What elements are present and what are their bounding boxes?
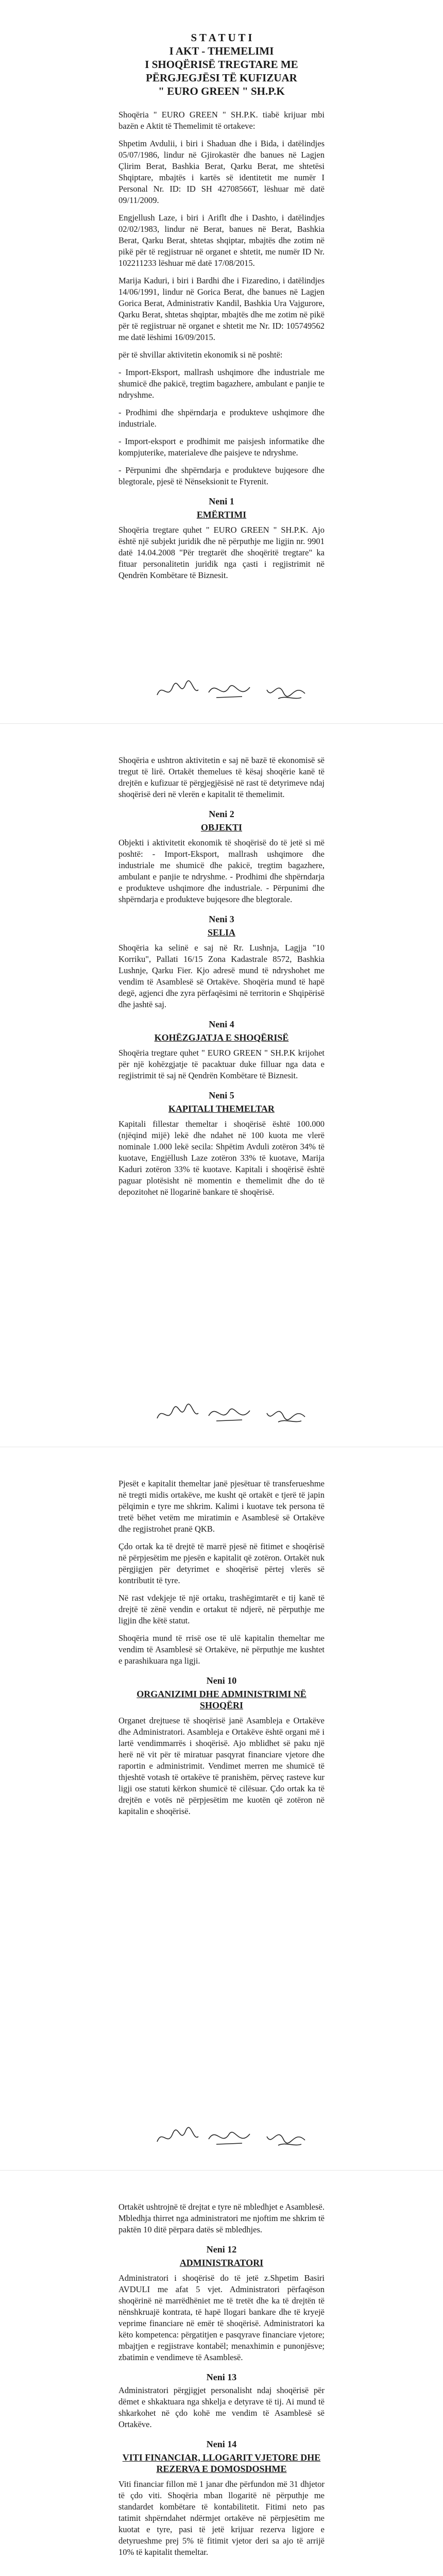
signature-row xyxy=(118,1395,325,1426)
article-body: Organet drejtuese të shoqërisë janë Asambleja e Ortakëve dhe Administratori. Asambleja e Ortakëve është organi më i lartë vendimmarrës i shoqërisë. Ajo mblidhet së paku një herë në vit për të miratuar pasqyrat financiare vjetore dhe raportin e administrimit. Vendimet merren me shumicë të thjeshtë votash të ortakëve të pranishëm, përveç rasteve kur ligji ose statuti kërkon shumicë të cilësuar. Çdo ortak ka të drejtën e votës në përpjesëtim me kuotën që zotëron në kapitalin e shoqërisë. xyxy=(118,1716,325,1816)
article-body: Kapitali fillestar themeltar i shoqërisë është 100.000 (njëqind mijë) lekë dhe ndahet në 100 kuota me vlerë nominale 1.000 lekë secila: Shpëtim Avduli zotëron 34% të kuotave, Engjëllush Laze zotëron 33% të kuotave, Marija Kaduri zotëron 33% të kuotave. Kapitali i shoqërisë është paguar plotësisht në momentin e themelimit dhe do të depozitohet në llogarinë bankare të shoqërisë. xyxy=(118,1119,325,1197)
article-body: Shoqëria ka selinë e saj në Rr. Lushnja, Lagjja "10 Korriku", Pallati 16/15 Zona Kadastrale 8572, Bashkia Lushnje, Qarku Fier. Kjo adresë mund të ndryshohet me vendim të Asamblesë së Ortakëve. Shoqëria mund të hapë degë, agjenci dhe zyra përfaqësimi në territorin e Shqipërisë dhe jashtë saj. xyxy=(118,943,325,1009)
activity-item: - Prodhimi dhe shpërndarja e produkteve ushqimore dhe industriale. xyxy=(118,408,325,429)
statute-page-2 xyxy=(0,723,443,1447)
statute-heading-4: " EURO GREEN " SH.P.K xyxy=(158,85,285,97)
statute-page-1 xyxy=(0,0,443,723)
article-title: VITI FINANCIAR, LLOGARIT VJETORE DHE REZERVA E DOMOSDOSHME xyxy=(122,2452,321,2474)
article-body: Shoqëria tregtare quhet " EURO GREEN " SH.P.K. Ajo është një subjekt juridik dhe në përputhje me ligjin nr. 9901 datë 14.04.2008 "Për tregtarët dhe shoqëritë tregtare" ka fituar personalitetin juridik nga çasti i regjistrimit në Qendrën Kombëtare të Biznesit. xyxy=(118,525,325,580)
article-body: Administratori i shoqërisë do të jetë z.Shpetim Basiri AVDULI me afat 5 vjet. Administratori përfaqëson shoqërinë në marrëdhëniet me të tretët dhe ka të drejtën të nënshkruajë kontrata, të hapë llogari bankare dhe të kryejë veprime financiare në emër të shoqërisë. Administratori ka këto kompetenca: përgatitjen e pasqyrave financiare vjetore; mbajtjen e regjistrave kontabël; menaxhimin e punonjësve; zbatimin e vendimeve të Asamblesë. xyxy=(118,2273,325,2362)
statute-page-3 xyxy=(0,1447,443,2170)
article-number: Neni 5 xyxy=(209,1090,234,1100)
signature-row xyxy=(118,2119,325,2149)
activity-item: - Import-eksport e prodhimit me paisjesh informatike dhe kompjuterike, materialeve dhe paisjeve te ndryshme. xyxy=(118,436,325,457)
signature-scribble xyxy=(206,2124,252,2149)
article-title: ORGANIZIMI DHE ADMINISTRIMI NË SHOQËRI xyxy=(137,1689,306,1710)
signature-scribble xyxy=(155,2124,201,2149)
article-number: Neni 10 xyxy=(206,1675,237,1686)
activity-item: - Përpunimi dhe shpërndarja e produkteve bujqesore dhe blegtorale, pjesë të Nënseksionit te Ftyrenit. xyxy=(118,465,325,486)
body-paragraph: Çdo ortak ka të drejtë të marrë pjesë në fitimet e shoqërisë në përpjesëtim me pjesën e kapitalit që zotëron. Ortakët nuk përgjigjen për detyrimet e shoqërisë përtej vlerës së kontributit të tyre. xyxy=(118,1541,325,1585)
article-number: Neni 4 xyxy=(209,1019,234,1029)
article-number: Neni 3 xyxy=(209,914,234,924)
article-body: Viti financiar fillon më 1 janar dhe përfundon më 31 dhjetor të çdo viti. Shoqëria mban llogaritë në përputhje me standardet kombëtare të kontabilitetit. Fitimi neto pas tatimit shpërndahet ndërmjet ortakëve në përpjesëtim me kuotat e tyre, pasi të jetë krijuar rezerva ligjore e detyrueshme prej 5% të fitimit vjetor deri sa ajo të arrijë 10% të kapitalit themeltar. xyxy=(118,2479,325,2557)
intro-paragraph: Shoqëria " EURO GREEN " SH.P.K. tiabë krijuar mbi bazën e Aktit të Themelimit të ortakeve: xyxy=(118,110,325,131)
article-title: KAPITALI THEMELTAR xyxy=(168,1104,275,1114)
article-number: Neni 14 xyxy=(206,2439,237,2449)
article-title: EMËRTIMI xyxy=(196,510,247,520)
article-number: Neni 12 xyxy=(206,2244,237,2255)
article-title: KOHËZGJATJA E SHOQËRISË xyxy=(154,1032,289,1043)
signature-row xyxy=(118,672,325,703)
article-number: Neni 1 xyxy=(209,496,234,506)
signature-scribble xyxy=(206,1400,252,1426)
founder-paragraph: Engjellush Laze, i biri i Ariflt dhe i Dashto, i datëlindjes 02/02/1983, lindur në Berat, banues në Berat, Bashkia Berat, Qarku Berat, shtetas shqiptar, mbajtës dhe zotim në pikë për të regjistruar në organet e shtetit, me numër ID Nr. 102211233 lëshuar më datë 17/08/2015. xyxy=(118,213,325,268)
body-paragraph: Shoqëria mund të rrisë ose të ulë kapitalin themeltar me vendim të Asamblesë së Ortakëve, në përputhje me kushtet e parashikuara nga ligji. xyxy=(118,1633,325,1666)
page-top-paragraph: Pjesët e kapitalit themeltar janë pjesëtuar të transferueshme në tregti midis ortakëve, me kusht që ortakët e tjerë të japin pëlqimin e tyre me shkrim. Kalimi i kuotave tek persona të tretë bëhet vetëm me miratimin e Asamblesë së Ortakëve dhe regjistrohet pranë QKB. xyxy=(118,1479,325,1534)
article-body: Shoqëria tregtare quhet " EURO GREEN " SH.P.K krijohet për një kohëzgjatje të pacaktuar duke filluar nga data e regjistrimit të saj në Qendrën Kombëtare të Biznesit. xyxy=(118,1048,325,1080)
activity-paragraph: për të shvillar aktivitetin ekonomik si në poshtë: xyxy=(118,350,283,360)
statute-heading-3: I SHOQËRISË TREGTARE ME PËRGJEGJËSI TË KUFIZUAR xyxy=(145,58,298,84)
signature-scribble xyxy=(263,677,309,703)
article-number: Neni 13 xyxy=(206,2372,237,2382)
statute-page-4 xyxy=(0,2170,443,2576)
article-number: Neni 2 xyxy=(209,809,234,819)
statute-heading-1: S T A T U T I xyxy=(191,31,252,44)
activity-item: - Import-Eksport, mallrash ushqimore dhe industriale me shumicë dhe pakicë, tregtim bagazhere, ambulant e panjie te ndryshme. xyxy=(118,367,325,400)
founder-paragraph: Marija Kaduri, i biri i Bardhi dhe i Fizaredino, i datëlindjes 14/06/1991, lindur në Gorica Berat, dhe banues në Lagjen Gorica Berat, Administrativ Kandil, Bashkia Ura Vajgurore, Qarku Berat, shtetas shqiptar, mbajtës dhe me zotim në pikë për të regjistruar në organet e shtetit me Nr. ID: 105749562 me datë lëshimi 16/09/2015. xyxy=(118,276,325,342)
page-top-paragraph: Shoqëria e ushtron aktivitetin e saj në bazë të ekonomisë së tregut të lirë. Ortakët themelues të kësaj shoqërie kanë të drejtën e kufizuar të përgjegjësisë në rast të detyrimeve ndaj shoqërisë deri në vlerën e kapitalit të themelimit. xyxy=(118,755,325,799)
article-title: OBJEKTI xyxy=(200,822,243,833)
article-body: Administratori përgjigjet personalisht ndaj shoqërisë për dëmet e shkaktuara nga shkelja e detyrave të tij. Ai mund të shkarkohet në çdo kohë me vendim të Asamblesë së Ortakëve. xyxy=(118,2385,325,2429)
article-body: Objekti i aktivitetit ekonomik të shoqërisë do të jetë si më poshtë: - Import-Eksport, mallrash ushqimore dhe industriale me shumicë dhe pakicë, tregtim bagazhere, ambulant e panjie te ndryshme. - Prodhimi dhe shpërndarja e produkteve ushqimore dhe industriale. - Përpunimi dhe shpërndarja e produkteve bujqesore dhe blegtorale. xyxy=(118,838,325,904)
article-title: SELIA xyxy=(207,927,236,938)
signature-scribble xyxy=(263,2124,309,2149)
signature-scribble xyxy=(155,1400,201,1426)
signature-scribble xyxy=(155,677,201,703)
founder-paragraph: Shpetim Avdulii, i biri i Shaduan dhe i Bida, i datëlindjes 05/07/1986, lindur në Gjirokastër dhe banues në Lagjen Çlirim Berat, Bashkia Berat, Qarku Berat, me shtetësi Shqiptare, mbajtës i kartës së identitetit me numër I Personal Nr. ID: ID SH 42708566T, lëshuar më datë 09/11/2009. xyxy=(118,139,325,205)
body-paragraph: Në rast vdekjeje të një ortaku, trashëgimtarët e tij kanë të drejtë të zënë vendin e ortakut të ndjerë, në përputhje me ligjin dhe këtë statut. xyxy=(118,1593,325,1625)
signature-scribble xyxy=(206,677,252,703)
page-top-paragraph: Ortakët ushtrojnë të drejtat e tyre në mbledhjet e Asamblesë. Mbledhja thirret nga administratori me njoftim me shkrim të paktën 10 ditë përpara datës së mbledhjes. xyxy=(118,2202,325,2234)
statute-heading-2: I AKT - THEMELIMI xyxy=(169,45,274,57)
signature-scribble xyxy=(263,1400,309,1426)
article-title: ADMINISTRATORI xyxy=(179,2258,264,2268)
